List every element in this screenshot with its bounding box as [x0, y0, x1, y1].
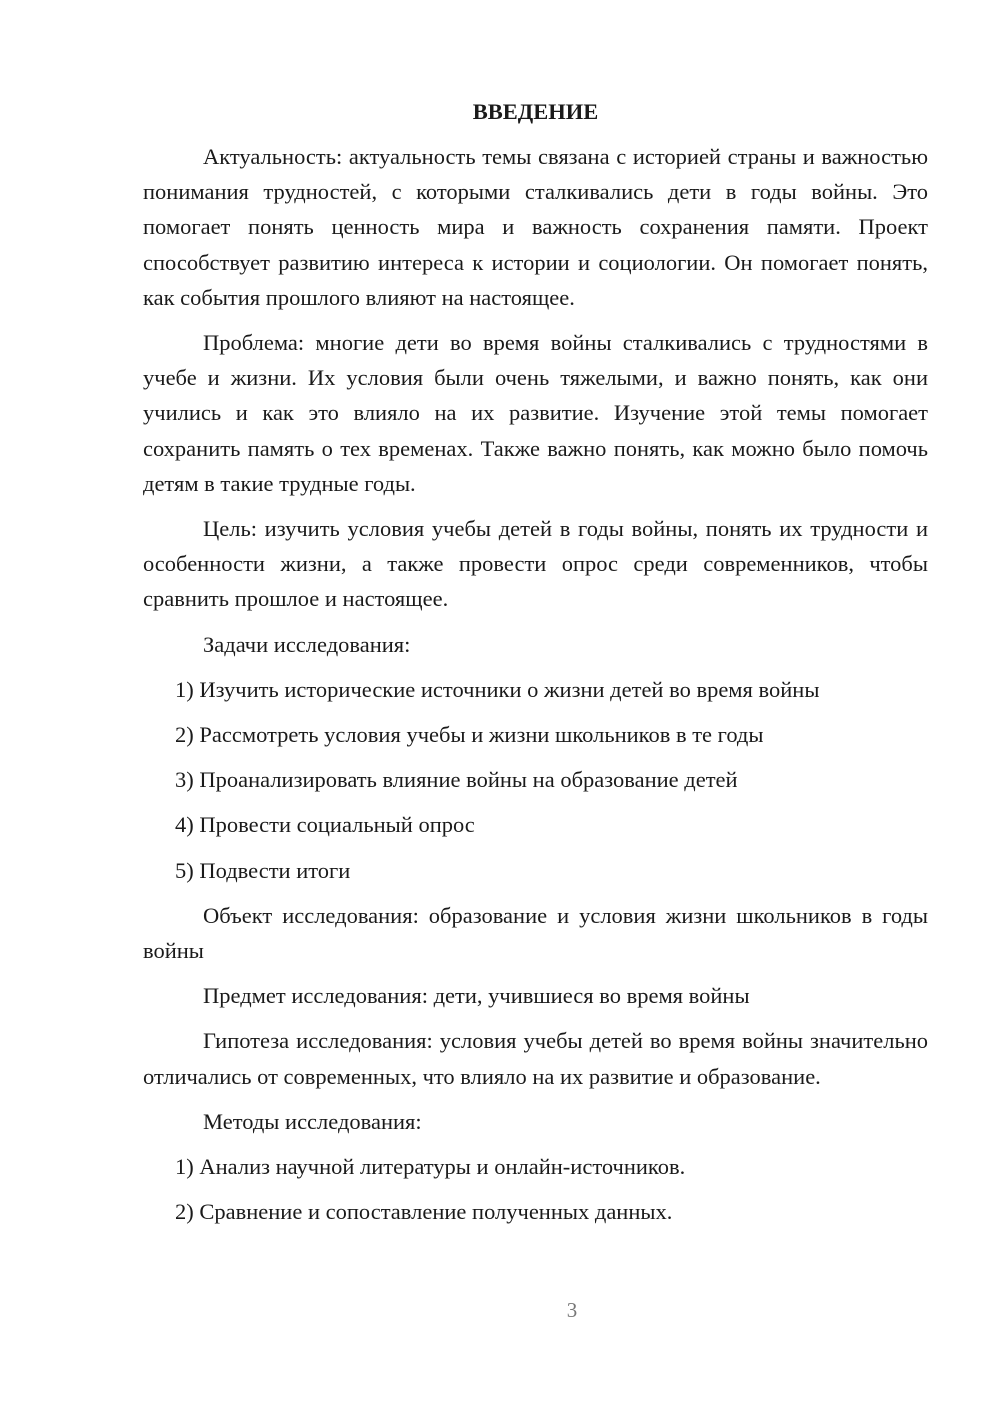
list-item: 3) Проанализировать влияние войны на образование детей: [175, 767, 738, 793]
section-title: ВВЕДЕНИЕ: [472, 99, 599, 124]
list-item: 1) Изучить исторические источники о жизни детей во время войны: [175, 676, 820, 702]
list-item: 4) Провести социальный опрос: [175, 812, 475, 838]
methods-list: [143, 1149, 928, 1229]
list-item: 2) Рассмотреть условия учебы и жизни школьников в те годы: [175, 722, 764, 748]
list-item: 2) Сравнение и сопоставление полученных данных.: [175, 1199, 673, 1225]
list-item: 5) Подвести итоги: [175, 857, 351, 883]
paragraph-problem: Проблема: многие дети во время войны сталкивались с трудностями в учебе и жизни. Их условия были очень тяжелыми, и важно понять, как они учились и как это влияло на их развитие. Изучение этой темы помогает сохранить память о тех временах. Также важно понять, как можно было помочь детям в такие трудные годы.: [143, 330, 928, 496]
tasks-list: [143, 672, 928, 888]
paragraph-goal: Цель: изучить условия учебы детей в годы войны, понять их трудности и особенности жизни, а также провести опрос среди современников, чтобы сравнить прошлое и настоящее.: [143, 516, 928, 612]
paragraph-subject: Предмет исследования: дети, учившиеся во время войны: [203, 983, 750, 1009]
list-item: 1) Анализ научной литературы и онлайн-источников.: [175, 1154, 686, 1180]
tasks-heading: Задачи исследования:: [203, 631, 411, 657]
paragraph-hypothesis: Гипотеза исследования: условия учебы детей во время войны значительно отличались от современных, что влияло на их развитие и образование.: [143, 1028, 928, 1089]
paragraph-object: Объект исследования: образование и условия жизни школьников в годы войны: [143, 902, 928, 964]
paragraph-relevance: Актуальность: актуальность темы связана с историей страны и важностью понимания трудностей, с которыми сталкивались дети в годы войны. Это помогает понять ценность мира и важность сохранения памяти. Проект способствует развитию интереса к истории и социологии. Он помогает понять, как события прошлого влияют на настоящее.: [143, 144, 928, 310]
page-content: [143, 94, 928, 1239]
page-number: 3: [566, 1298, 578, 1322]
methods-heading: Методы исследования:: [203, 1108, 422, 1134]
